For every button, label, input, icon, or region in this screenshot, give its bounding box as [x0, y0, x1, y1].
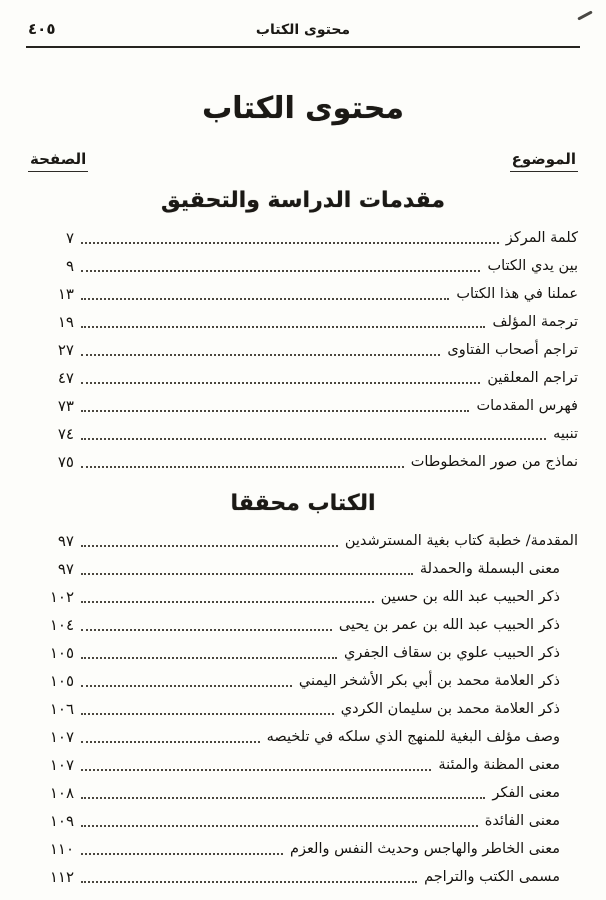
- dot-leader: [81, 713, 334, 715]
- dot-leader: [81, 769, 431, 771]
- toc-entry: [26, 834, 580, 862]
- section-heading: مقدمات الدراسة والتحقيق: [160, 187, 446, 213]
- entry-page-number: ١١٠: [49, 839, 74, 858]
- dot-leader: [81, 797, 485, 799]
- folio-page-number: ٤٠٥: [28, 20, 56, 38]
- toc-entry: [26, 778, 580, 806]
- dot-leader: [81, 853, 283, 855]
- page-column-label: الصفحة: [28, 150, 88, 172]
- entry-page-number: ١٠٩: [49, 811, 74, 830]
- table-of-contents: [26, 188, 580, 890]
- entry-page-number: ١٠٥: [49, 643, 74, 662]
- running-title: محتوى الكتاب: [255, 22, 351, 38]
- toc-entry: [26, 806, 580, 834]
- toc-entry: [26, 391, 580, 419]
- dot-leader: [81, 298, 449, 300]
- dot-leader: [81, 825, 478, 827]
- entry-title: معنى الفكر: [492, 784, 560, 801]
- running-header: [26, 20, 580, 48]
- section-heading: الكتاب محققا: [230, 490, 376, 516]
- entry-title: ذكر العلامة محمد بن سليمان الكردي: [340, 700, 560, 717]
- toc-entry: [26, 307, 580, 335]
- toc-entry: [26, 722, 580, 750]
- toc-entry: [26, 419, 580, 447]
- dot-leader: [81, 438, 546, 440]
- toc-entry: [26, 694, 580, 722]
- entry-title: كلمة المركز: [505, 229, 578, 246]
- entry-page-number: ١٠٤: [49, 615, 74, 634]
- entry-page-number: ٩: [65, 256, 74, 275]
- entry-title: ذكر الحبيب عبد الله بن عمر بن يحيى: [338, 616, 560, 633]
- dot-leader: [81, 741, 260, 743]
- entry-page-number: ٧٤: [57, 424, 74, 443]
- dot-leader: [81, 881, 417, 883]
- entry-title: معنى الخاطر والهاجس وحديث النفس والعزم: [290, 840, 560, 857]
- dot-leader: [81, 382, 480, 384]
- entry-title: نماذج من صور المخطوطات: [410, 453, 578, 470]
- entry-page-number: ٧٣: [57, 396, 74, 415]
- dot-leader: [81, 270, 480, 272]
- entry-page-number: ١٠٥: [49, 671, 74, 690]
- entry-page-number: ٧: [65, 228, 74, 247]
- toc-entry: [26, 526, 580, 554]
- entry-title: ترجمة المؤلف: [492, 313, 578, 330]
- entry-title: وصف مؤلف البغية للمنهج الذي سلكه في تلخيصه: [266, 728, 560, 745]
- dot-leader: [81, 601, 374, 603]
- entry-title: تراجم أصحاب الفتاوى: [447, 341, 578, 358]
- toc-entry: [26, 447, 580, 475]
- column-labels-row: [26, 150, 580, 172]
- entry-page-number: ٩٧: [57, 559, 74, 578]
- dot-leader: [81, 410, 469, 412]
- entry-page-number: ١٣: [57, 284, 74, 303]
- entry-title: مسمى الكتب والتراجم: [424, 868, 560, 885]
- entry-title: معنى البسملة والحمدلة: [419, 560, 560, 577]
- entry-page-number: ٢٧: [57, 340, 74, 359]
- entry-title: معنى الفائدة: [484, 812, 560, 829]
- entry-page-number: ١٠٢: [49, 587, 74, 606]
- contents-page-title: محتوى الكتاب: [202, 91, 404, 126]
- entry-page-number: ١١٢: [49, 867, 74, 886]
- dot-leader: [81, 573, 413, 575]
- entry-title: المقدمة/ خطبة كتاب بغية المسترشدين: [344, 532, 578, 549]
- dot-leader: [81, 629, 332, 631]
- dot-leader: [81, 242, 499, 244]
- toc-entry: [26, 638, 580, 666]
- toc-entry: [26, 750, 580, 778]
- entry-page-number: ٧٥: [57, 452, 74, 471]
- entry-title: فهرس المقدمات: [476, 397, 578, 414]
- entry-page-number: ١٠٧: [49, 755, 74, 774]
- toc-entry: [26, 279, 580, 307]
- toc-entry: [26, 582, 580, 610]
- dot-leader: [81, 657, 337, 659]
- entry-page-number: ١٠٧: [49, 727, 74, 746]
- toc-entry: [26, 610, 580, 638]
- toc-entry: [26, 335, 580, 363]
- subject-column-label: الموضوع: [510, 150, 578, 172]
- dot-leader: [81, 466, 404, 468]
- entry-title: معنى المظنة والمئنة: [438, 756, 560, 773]
- toc-entry: [26, 223, 580, 251]
- scan-artifact-mark: [577, 10, 593, 20]
- entry-title: بين يدي الكتاب: [487, 257, 578, 274]
- dot-leader: [81, 326, 485, 328]
- dot-leader: [81, 545, 338, 547]
- toc-entry: [26, 251, 580, 279]
- entry-page-number: ١٠٨: [49, 783, 74, 802]
- entry-title: ذكر الحبيب علوي بن سقاف الجفري: [344, 644, 560, 661]
- entry-page-number: ١٠٦: [49, 699, 74, 718]
- entry-title: ذكر العلامة محمد بن أبي بكر الأشخر اليمني: [298, 672, 560, 689]
- entry-title: تراجم المعلقين: [487, 369, 578, 386]
- dot-leader: [81, 354, 440, 356]
- entry-title: ذكر الحبيب عبد الله بن حسين: [380, 588, 560, 605]
- toc-entry: [26, 666, 580, 694]
- entry-title: تنبيه: [553, 425, 578, 442]
- toc-entry: [26, 363, 580, 391]
- entry-page-number: ٩٧: [57, 531, 74, 550]
- entry-title: عملنا في هذا الكتاب: [456, 285, 578, 302]
- dot-leader: [81, 685, 292, 687]
- toc-entry: [26, 862, 580, 890]
- toc-entry: [26, 554, 580, 582]
- entry-page-number: ٤٧: [57, 368, 74, 387]
- entry-page-number: ١٩: [57, 312, 74, 331]
